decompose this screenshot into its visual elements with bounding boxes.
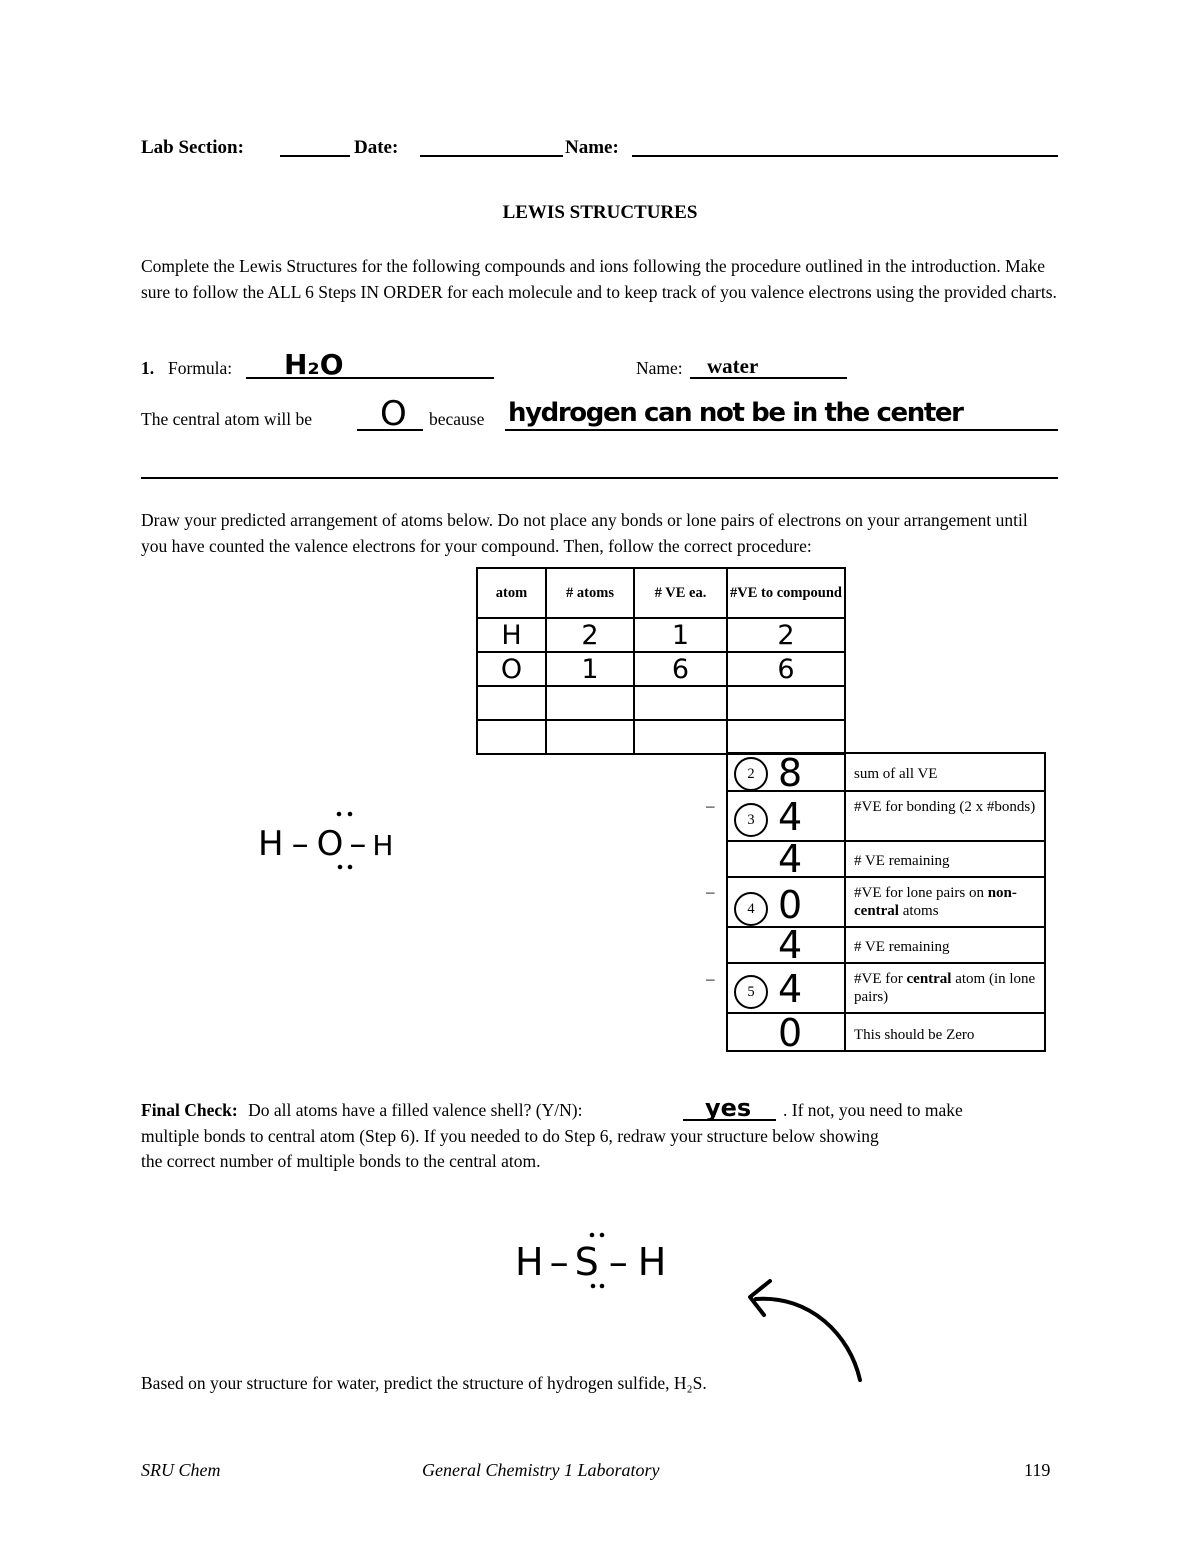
ve-value[interactable]: 4 xyxy=(778,837,803,881)
table-row xyxy=(477,720,845,754)
step-circle: 2 xyxy=(734,757,768,791)
step-circle: 3 xyxy=(734,803,768,837)
question-number: 1. xyxy=(141,358,155,378)
table-cell[interactable]: 6 xyxy=(634,652,727,686)
footer-center: General Chemistry 1 Laboratory xyxy=(422,1460,660,1480)
ve-row-central xyxy=(726,962,1046,1014)
because-label: because xyxy=(429,409,485,429)
final-check-label: Final Check: xyxy=(141,1100,238,1120)
atom-table-header xyxy=(477,568,845,618)
central-atom-label: The central atom will be xyxy=(141,409,313,429)
bond: – xyxy=(608,1240,628,1284)
table-cell[interactable] xyxy=(546,686,634,720)
ve-row-lone-pairs xyxy=(726,876,1046,928)
atom-h-left: H xyxy=(515,1240,544,1284)
header-num-atoms: # atoms xyxy=(546,568,634,618)
compound-name-value: water xyxy=(707,354,759,378)
table-cell[interactable]: 2 xyxy=(727,618,845,652)
bond: – xyxy=(549,1240,569,1284)
table-row xyxy=(477,652,845,686)
intro-text: Complete the Lewis Structures for the following compounds and ions following the procedure outlined in the introduction. Make sure to follow the ALL 6 Steps IN ORDER for each molecule and to keep track of you valence electrons using the provided charts. xyxy=(141,256,1057,302)
name-label: Name: xyxy=(565,137,619,158)
step-circle: 4 xyxy=(734,892,768,926)
step-circle: 5 xyxy=(734,975,768,1009)
final-check-line3: the correct number of multiple bonds to the central atom. xyxy=(141,1151,541,1171)
page-number: 119 xyxy=(1024,1460,1051,1480)
formula-label: Formula: xyxy=(168,358,233,378)
table-cell[interactable]: 2 xyxy=(546,618,634,652)
name-field[interactable] xyxy=(632,155,1058,157)
header-atom: atom xyxy=(477,568,546,618)
formula-value: H₂O xyxy=(284,348,344,381)
ve-label: # VE remaining xyxy=(854,939,950,955)
ve-label-bold: central xyxy=(906,971,952,987)
ve-value[interactable]: 4 xyxy=(778,967,803,1011)
minus-sign: – xyxy=(706,969,715,988)
bond: – xyxy=(349,824,367,864)
date-field[interactable] xyxy=(420,155,563,157)
table-row xyxy=(477,618,845,652)
table-cell[interactable] xyxy=(546,720,634,754)
table-cell[interactable] xyxy=(727,720,845,754)
minus-sign: – xyxy=(706,796,715,815)
lone-pair-dots-h2s xyxy=(585,1228,615,1294)
footer-left: SRU Chem xyxy=(141,1460,221,1480)
minus-sign: – xyxy=(706,882,715,901)
water-structure xyxy=(258,824,393,864)
because-field[interactable] xyxy=(505,429,1058,431)
ve-label: sum of all VE xyxy=(854,766,938,782)
ve-row-remaining-1 xyxy=(726,837,1046,881)
atom-h-left: H xyxy=(258,824,284,864)
lab-section-field[interactable] xyxy=(280,155,350,157)
central-atom-value: O xyxy=(380,394,407,434)
page-title: LEWIS STRUCTURES xyxy=(502,202,698,223)
header-ve-compound: #VE to compound xyxy=(727,568,845,618)
ve-value[interactable]: 8 xyxy=(778,751,803,795)
ve-row-remaining-2 xyxy=(726,923,1046,967)
table-cell[interactable] xyxy=(477,720,546,754)
lone-pair-dots-water xyxy=(330,806,370,876)
because-field-line-2[interactable] xyxy=(141,477,1058,479)
ve-label xyxy=(854,970,1042,1006)
table-cell[interactable] xyxy=(634,686,727,720)
table-cell[interactable] xyxy=(727,686,845,720)
atom-o-center: O xyxy=(316,824,344,864)
final-check-rest: . If not, you need to make xyxy=(783,1100,963,1120)
ve-label-bold: non-central xyxy=(854,885,1017,919)
because-value: hydrogen can not be in the center xyxy=(508,398,963,428)
ve-row-sum xyxy=(726,751,1046,795)
table-cell[interactable]: 1 xyxy=(634,618,727,652)
ve-row-zero xyxy=(726,1011,1046,1055)
atom-s-center: S xyxy=(574,1240,599,1284)
ve-label: # VE remaining xyxy=(854,853,950,869)
final-check-answer: yes xyxy=(705,1094,752,1122)
ve-label: This should be Zero xyxy=(854,1027,975,1043)
compound-name-label: Name: xyxy=(636,358,683,378)
ve-label xyxy=(854,884,1042,920)
h2s-prompt: Based on your structure for water, predict the structure of hydrogen sulfide, H₂S. xyxy=(141,1373,707,1393)
draw-instructions: Draw your predicted arrangement of atoms below. Do not place any bonds or lone pairs of electrons on your arrangement until you have counted the valence electrons for your compound. Then, follow the correct procedure: xyxy=(141,510,1028,556)
table-cell[interactable]: H xyxy=(477,618,546,652)
table-cell[interactable]: 6 xyxy=(727,652,845,686)
ve-label-after: atoms xyxy=(898,903,939,919)
ve-label-after: atom (in lone pairs) xyxy=(854,971,1036,1005)
final-check-question: Do all atoms have a filled valence shell? (Y/N): xyxy=(248,1100,583,1120)
atom-table xyxy=(476,567,846,755)
date-label: Date: xyxy=(354,137,399,158)
ve-label-text: #VE for xyxy=(854,971,907,987)
ve-value[interactable]: 4 xyxy=(778,923,803,967)
ve-label: #VE for bonding (2 x #bonds) xyxy=(854,799,1036,815)
bond: – xyxy=(291,824,309,864)
ve-label-text: #VE for lone pairs on xyxy=(854,885,988,901)
atom-h-right: H xyxy=(372,829,394,862)
table-cell[interactable]: 1 xyxy=(546,652,634,686)
ve-row-bonding xyxy=(726,790,1046,842)
final-check-line xyxy=(141,1100,582,1121)
lab-section-label: Lab Section: xyxy=(141,137,244,158)
ve-value[interactable]: 0 xyxy=(778,1011,803,1055)
table-row xyxy=(477,686,845,720)
table-cell[interactable] xyxy=(477,686,546,720)
table-cell[interactable] xyxy=(634,720,727,754)
final-check-line2: multiple bonds to central atom (Step 6). If you needed to do Step 6, redraw your structure below showing xyxy=(141,1126,879,1146)
ve-value[interactable]: 0 xyxy=(778,883,803,927)
curved-arrow-icon xyxy=(740,1275,870,1385)
table-cell[interactable]: O xyxy=(477,652,546,686)
atom-h-right: H xyxy=(637,1240,667,1284)
ve-value[interactable]: 4 xyxy=(778,795,803,839)
header-ve-each: # VE ea. xyxy=(634,568,727,618)
